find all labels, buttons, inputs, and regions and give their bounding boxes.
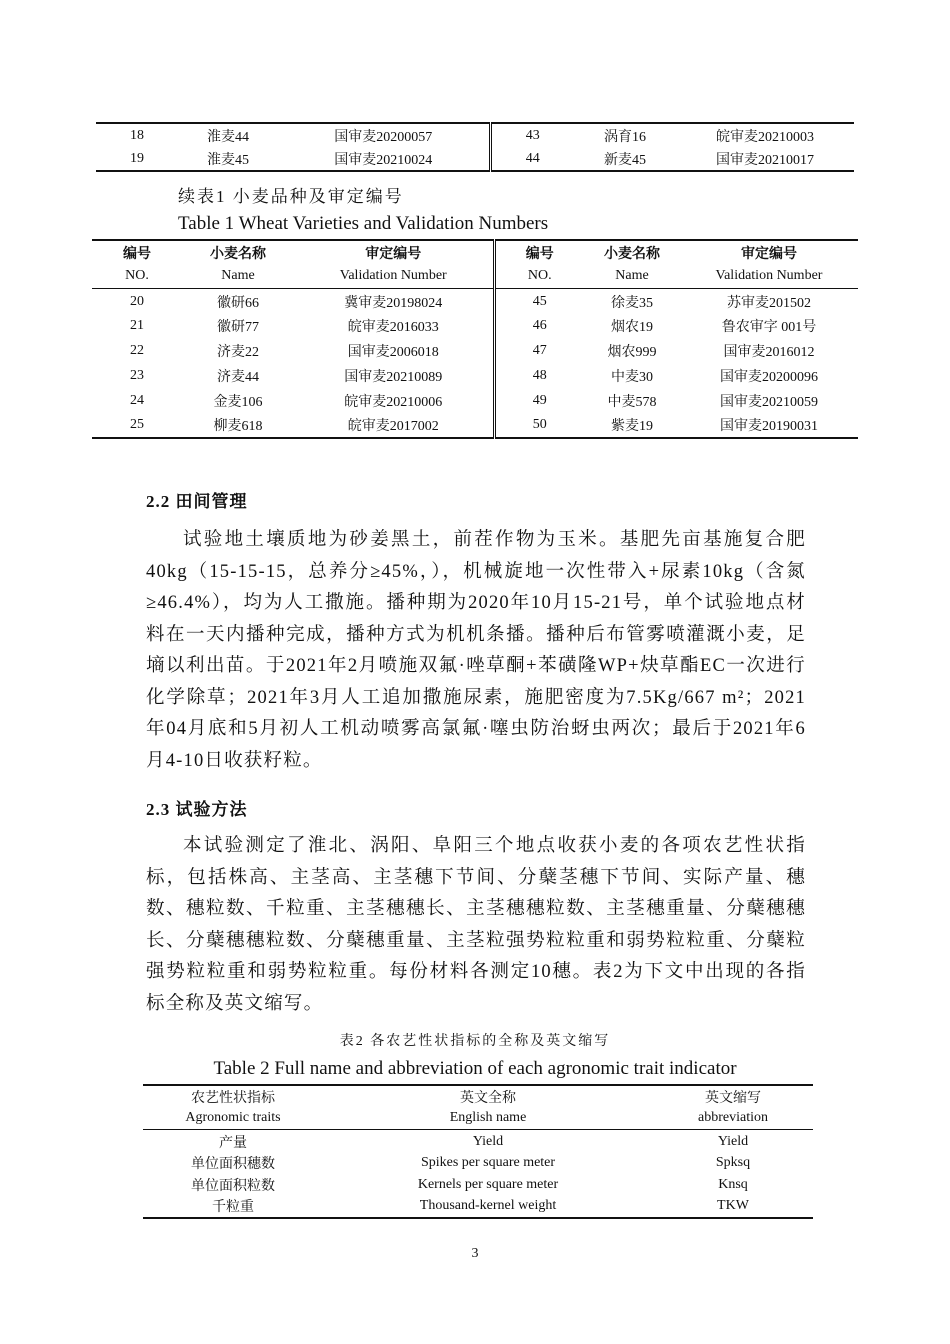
table-row	[92, 313, 858, 338]
table-row	[92, 388, 858, 413]
cell-no: 19	[130, 150, 144, 166]
header-abbr-en: abbreviation	[653, 1107, 813, 1129]
cell-no: 50	[532, 417, 547, 432]
header-english-en: English name	[323, 1107, 653, 1129]
header-no-en: NO.	[494, 264, 584, 288]
cell-name: 济麦22	[217, 344, 259, 360]
header-validation-en: Validation Number	[294, 264, 494, 288]
cell-validation: 鲁农审字 001号	[721, 319, 817, 335]
cell-no: 46	[532, 317, 547, 333]
cell-name: 徽研66	[217, 295, 259, 311]
cell-validation: 国审麦2016012	[723, 344, 815, 360]
cell-no: 48	[532, 367, 547, 383]
table-row	[143, 1174, 813, 1196]
cell-name: 淮麦44	[207, 129, 249, 145]
table2-caption-cn: 表2 各农艺性状指标的全称及英文缩写	[339, 1034, 611, 1049]
header-trait-cn: 农艺性状指标	[191, 1090, 275, 1106]
table1-wheat-varieties	[92, 239, 858, 439]
table1-caption-cn: 续表1 小麦品种及审定编号	[178, 187, 404, 206]
table1-caption-en: Table 1 Wheat Varieties and Validation Numbers	[178, 213, 549, 234]
cell-no: 24	[130, 392, 144, 408]
header-validation-cn: 审定编号	[741, 246, 797, 262]
table-row	[92, 338, 858, 363]
cell-name: 济麦44	[217, 369, 259, 385]
cell-english: Yield	[472, 1133, 504, 1149]
cell-abbr: TKW	[717, 1198, 749, 1213]
cell-validation: 苏审麦201502	[727, 295, 811, 311]
cell-validation: 国审麦20210089	[294, 363, 494, 388]
cell-no: 49	[532, 392, 547, 408]
header-name-cn: 小麦名称	[604, 246, 660, 262]
cell-abbr: Knsq	[718, 1176, 748, 1192]
header-no-cn: 编号	[525, 246, 554, 262]
cell-english: Thousand-kernel weight	[419, 1198, 557, 1213]
cell-english: Kernels per square meter	[417, 1176, 559, 1192]
table-header-row	[92, 240, 858, 264]
cell-name: 涡育16	[604, 129, 646, 145]
header-validation-cn: 审定编号	[294, 240, 494, 264]
cell-trait: 千粒重	[212, 1200, 254, 1215]
cell-validation: 国审麦20200057	[278, 123, 490, 147]
cell-name: 徽研77	[217, 319, 259, 335]
cell-abbr: Yield	[717, 1133, 749, 1149]
continued-table-rows	[96, 122, 854, 172]
header-no-en: NO.	[92, 264, 182, 288]
cell-name: 柳麦618	[213, 419, 263, 434]
table-row	[92, 363, 858, 388]
cell-trait: 单位面积粒数	[191, 1178, 275, 1194]
header-abbr-cn: 英文缩写	[705, 1090, 761, 1106]
header-name-en: Name	[182, 264, 294, 288]
cell-english: Spikes per square meter	[420, 1154, 556, 1170]
cell-validation: 皖审麦20210003	[716, 129, 814, 145]
cell-validation: 皖审麦20210006	[294, 388, 494, 413]
cell-validation: 国审麦20210017	[716, 152, 814, 168]
cell-validation: 国审麦20190031	[720, 419, 818, 434]
table-row	[92, 413, 858, 438]
cell-no: 44	[525, 150, 540, 166]
cell-name: 烟农999	[607, 344, 657, 360]
table2-trait-abbreviations	[143, 1084, 813, 1219]
cell-validation: 冀审麦20198024	[294, 288, 494, 313]
cell-validation: 国审麦20210024	[278, 147, 490, 171]
header-english-cn: 英文全称	[460, 1090, 516, 1106]
cell-validation: 皖审麦2016033	[294, 313, 494, 338]
table2-caption-en: Table 2 Full name and abbreviation of each agronomic trait indicator	[213, 1058, 737, 1079]
cell-name: 中麦578	[607, 394, 657, 410]
cell-no: 43	[525, 127, 540, 143]
table-header-row	[143, 1107, 813, 1129]
cell-name: 烟农19	[611, 319, 653, 335]
page-number: 3	[471, 1246, 479, 1261]
header-no-cn: 编号	[123, 246, 151, 262]
cell-no: 23	[130, 367, 144, 383]
cell-no: 47	[532, 342, 547, 358]
header-validation-en: Validation Number	[680, 264, 858, 288]
cell-name: 紫麦19	[611, 419, 653, 434]
cell-trait: 单位面积穗数	[191, 1156, 275, 1172]
section-2-3-heading: 2.3 试验方法	[146, 800, 248, 819]
cell-no: 18	[130, 127, 144, 143]
section-2-3-paragraph: 本试验测定了淮北、涡阳、阜阳三个地点收获小麦的各项农艺性状指标，包括株高、主茎高、主茎穗下节间、分蘖茎穗下节间、实际产量、穗数、穗粒数、千粒重、主茎穗穗长、主茎穗穗粒数、主茎穗重量、分蘖穗穗长、分蘖穗穗粒数、分蘖穗重量、主茎粒强势粒粒重和弱势粒粒重、分蘖粒强势粒粒重和弱势粒粒重。每份材料各测定10穗。表2为下文中出现的各指标全称及英文缩写。	[146, 836, 806, 1014]
cell-validation: 国审麦20200096	[720, 369, 818, 385]
cell-name: 徐麦35	[611, 295, 653, 311]
cell-validation: 国审麦2006018	[294, 338, 494, 363]
cell-abbr: Spksq	[715, 1154, 751, 1170]
header-name-en: Name	[584, 264, 680, 288]
table-header-row	[92, 264, 858, 288]
table-row	[143, 1152, 813, 1174]
cell-validation: 皖审麦2017002	[294, 413, 494, 438]
table-row	[143, 1129, 813, 1152]
cell-name: 淮麦45	[207, 152, 249, 168]
cell-trait: 产量	[219, 1135, 247, 1151]
cell-no: 25	[130, 417, 144, 432]
cell-no: 45	[532, 293, 547, 309]
cell-no: 21	[130, 317, 144, 333]
header-trait-en: Agronomic traits	[143, 1107, 323, 1129]
cell-validation: 国审麦20210059	[720, 394, 818, 410]
cell-no: 20	[130, 293, 144, 309]
table-header-row	[143, 1085, 813, 1107]
cell-name: 金麦106	[213, 394, 263, 410]
section-2-2-paragraph: 试验地土壤质地为砂姜黑土，前茬作物为玉米。基肥先亩基施复合肥40kg（15-15-15，总养分≥45%，），机械旋地一次性带入+尿素10kg（含氮≥46.4%），均为人工撒施。播种期为2020年10月15-21号，单个试验地点材料在一天内播种完成，播种方式为机机条播。播种后布管雾喷灌溉小麦，足墒以利出苗。于2021年2月喷施双氟·唑草酮+苯磺隆WP+炔草酯EC一次进行化学除草；2021年3月人工追加撒施尿素，施肥密度为7.5Kg/667 m²；2021年04月底和5月初人工机动喷雾高氯氟·噻虫防治蚜虫两次；最后于2021年6月4-10日收获籽粒。	[146, 530, 806, 771]
table-row	[96, 123, 854, 147]
cell-no: 22	[130, 342, 144, 358]
cell-name: 新麦45	[604, 152, 646, 168]
cell-name: 中麦30	[611, 369, 653, 385]
section-2-2-heading: 2.2 田间管理	[146, 492, 248, 511]
table-row	[96, 147, 854, 171]
table-row	[92, 288, 858, 313]
header-name-cn: 小麦名称	[210, 246, 266, 262]
table-row	[143, 1196, 813, 1218]
